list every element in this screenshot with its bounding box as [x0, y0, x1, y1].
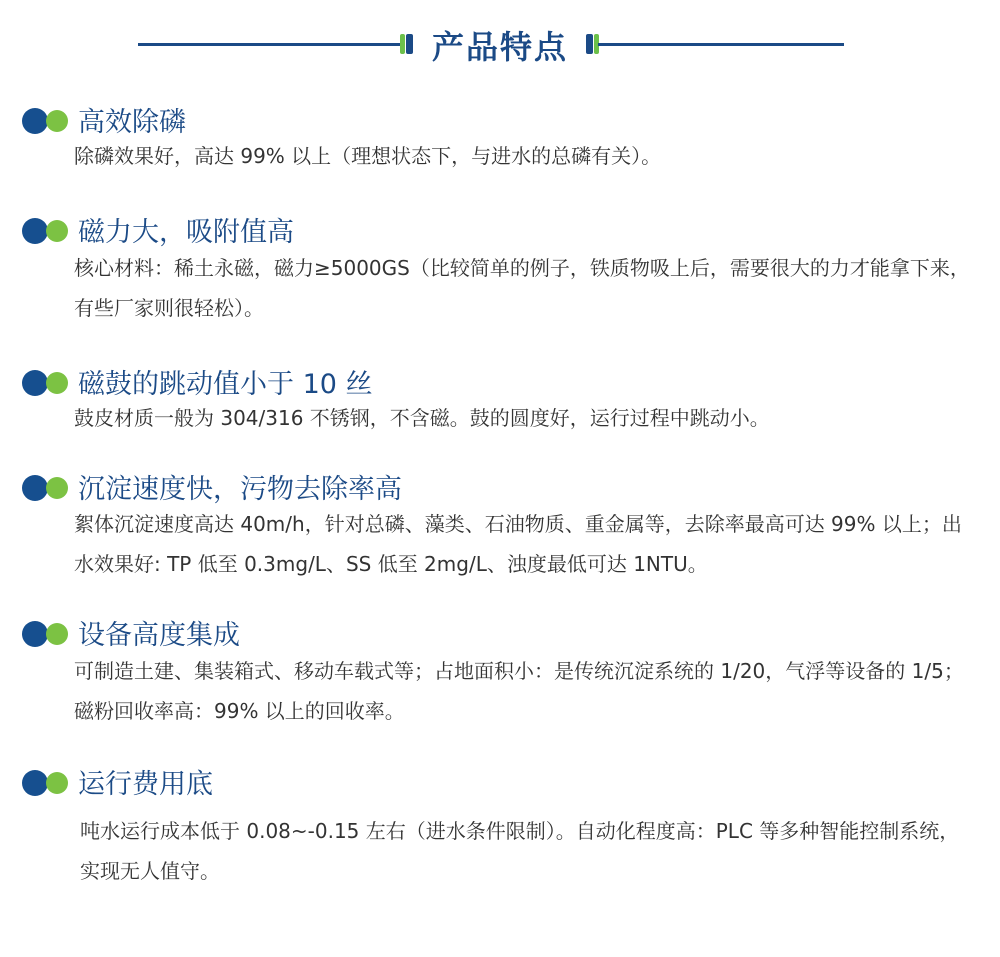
feature-description: 除磷效果好，高达 99% 以上（理想状态下，与进水的总磷有关）。 [74, 144, 662, 168]
header-cap-left-green [400, 34, 405, 54]
bullet-dots-icon [22, 475, 70, 501]
feature-title: 磁力大，吸附值高 [78, 217, 294, 248]
bullet-dots-icon [22, 621, 70, 647]
bullet-dots-icon [22, 370, 70, 396]
header-cap-right [586, 34, 593, 54]
bullet-dots-icon [22, 108, 70, 134]
section-header [0, 20, 1000, 70]
feature-description: 絮体沉淀速度高达 40m/h，针对总磷、藻类、石油物质、重金属等，去除率最高可达 99% 以上；出水效果好: TP 低至 0.3mg/L、SS 低至 2mg/L、浊度最低可达 1NTU。 [74, 512, 962, 576]
feature-description: 可制造土建、集装箱式、移动车载式等；占地面积小：是传统沉淀系统的 1/20，气浮等设备的 1/5；磁粉回收率高：99% 以上的回收率。 [74, 659, 964, 723]
feature-title: 设备高度集成 [78, 620, 240, 651]
header-cap-left [406, 34, 413, 54]
feature-title: 高效除磷 [78, 107, 186, 138]
bullet-dots-icon [22, 770, 70, 796]
feature-title: 磁鼓的跳动值小于 10 丝 [78, 369, 373, 400]
section-title: 产品特点 [431, 28, 568, 66]
header-rule-left [138, 43, 400, 46]
feature-title: 沉淀速度快，污物去除率高 [78, 474, 402, 505]
feature-title: 运行费用底 [78, 769, 213, 800]
header-rule-right [598, 43, 844, 46]
feature-description: 核心材料：稀土永磁，磁力≥5000GS（比较简单的例子，铁质物吸上后，需要很大的力才能拿下来，有些厂家则很轻松）。 [74, 256, 970, 320]
feature-description: 吨水运行成本低于 0.08~-0.15 左右（进水条件限制）。自动化程度高：PLC 等多种智能控制系统，实现无人值守。 [80, 819, 960, 883]
bullet-dots-icon [22, 218, 70, 244]
feature-description: 鼓皮材质一般为 304/316 不锈钢，不含磁。鼓的圆度好，运行过程中跳动小。 [74, 406, 770, 430]
